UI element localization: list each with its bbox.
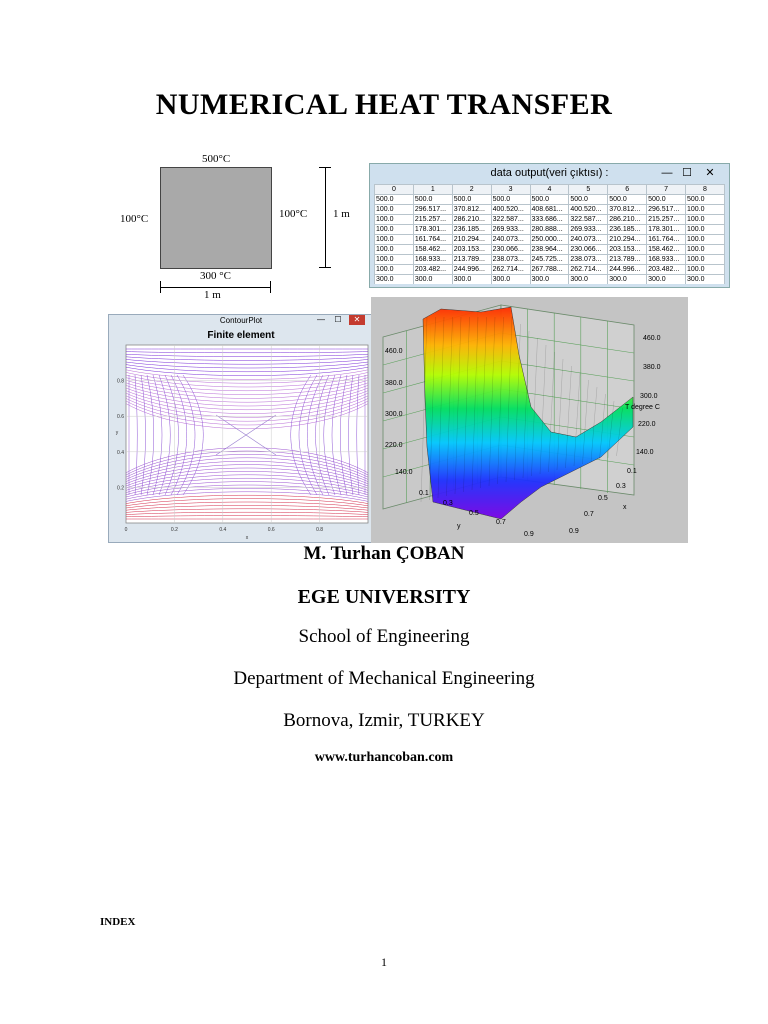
table-cell[interactable]: 370.812... — [452, 205, 491, 215]
x-tick-label: 0.4 — [219, 527, 227, 533]
z-tick-label-right: 140.0 — [636, 449, 654, 456]
x-axis-label: x — [245, 535, 249, 541]
x-tick-label: 0.1 — [627, 468, 637, 475]
z-tick-label-right: 220.0 — [638, 421, 656, 428]
table-cell[interactable]: 500.0 — [608, 195, 647, 205]
table-cell[interactable]: 100.0 — [686, 225, 725, 235]
column-header[interactable]: 0 — [375, 185, 414, 195]
table-cell[interactable]: 244.996... — [452, 265, 491, 275]
table-cell[interactable]: 408.681... — [530, 205, 569, 215]
x-tick-label: 0.2 — [170, 527, 178, 533]
table-cell[interactable]: 500.0 — [491, 195, 530, 205]
table-cell[interactable]: 210.294... — [608, 235, 647, 245]
table-cell[interactable]: 203.153... — [608, 245, 647, 255]
y-tick-label: 0.2 — [117, 485, 124, 492]
table-cell[interactable]: 238.073... — [569, 255, 608, 265]
column-header[interactable]: 8 — [686, 185, 725, 195]
z-tick-label-right: 300.0 — [640, 393, 658, 400]
table-cell[interactable]: 333.686... — [530, 215, 569, 225]
table-cell[interactable]: 269.933... — [491, 225, 530, 235]
table-cell[interactable]: 100.0 — [686, 205, 725, 215]
table-row — [375, 205, 725, 215]
table-cell[interactable]: 238.964... — [530, 245, 569, 255]
table-cell[interactable]: 100.0 — [686, 255, 725, 265]
x-tick-label: 0.3 — [616, 483, 626, 490]
table-cell[interactable]: 158.462... — [413, 245, 452, 255]
z-tick-label-left: 460.0 — [385, 348, 403, 355]
table-cell[interactable]: 203.482... — [413, 265, 452, 275]
close-button[interactable]: ✕ — [705, 167, 715, 179]
table-cell[interactable]: 203.482... — [647, 265, 686, 275]
table-cell[interactable]: 240.073... — [491, 235, 530, 245]
table-cell[interactable]: 269.933... — [569, 225, 608, 235]
table-cell[interactable]: 500.0 — [569, 195, 608, 205]
page-number: 1 — [381, 955, 387, 969]
table-cell[interactable]: 100.0 — [375, 235, 414, 245]
table-row — [375, 255, 725, 265]
y-tick-label: 0.7 — [496, 519, 506, 526]
contour-window-title: ContourPlot — [219, 316, 263, 325]
contour-minimize-button[interactable]: — — [317, 315, 325, 324]
height-label: 1 m — [333, 208, 350, 220]
table-cell[interactable]: 500.0 — [452, 195, 491, 205]
contour-plot — [109, 342, 373, 542]
surface-plot-svg — [371, 297, 688, 543]
table-cell[interactable]: 400.520... — [569, 205, 608, 215]
maximize-button[interactable]: ☐ — [682, 167, 692, 179]
x-axis-label: x — [623, 504, 627, 511]
table-cell[interactable]: 370.812... — [608, 205, 647, 215]
location: Bornova, Izmir, TURKEY — [283, 710, 485, 731]
table-cell[interactable]: 100.0 — [686, 235, 725, 245]
table-cell[interactable]: 100.0 — [375, 225, 414, 235]
column-header[interactable]: 5 — [569, 185, 608, 195]
table-cell[interactable]: 300.0 — [491, 275, 530, 285]
table-cell[interactable]: 322.587... — [491, 215, 530, 225]
table-cell[interactable]: 210.294... — [452, 235, 491, 245]
table-row — [375, 275, 725, 285]
y-axis-label: y — [115, 430, 119, 436]
table-cell[interactable]: 296.517... — [413, 205, 452, 215]
height-dimension-tick-top — [319, 167, 331, 168]
table-row — [375, 245, 725, 255]
table-cell[interactable]: 286.210... — [608, 215, 647, 225]
table-cell[interactable]: 236.185... — [452, 225, 491, 235]
table-cell[interactable]: 100.0 — [375, 205, 414, 215]
table-cell[interactable]: 500.0 — [413, 195, 452, 205]
table-cell[interactable]: 158.462... — [647, 245, 686, 255]
table-cell[interactable]: 286.210... — [452, 215, 491, 225]
table-cell[interactable]: 236.185... — [608, 225, 647, 235]
y-tick-label: 0.8 — [117, 378, 124, 385]
z-tick-label-right: 460.0 — [643, 335, 661, 342]
y-tick-label: 0.4 — [117, 449, 124, 456]
width-dimension-tick-right — [270, 281, 271, 293]
table-cell[interactable]: 238.073... — [491, 255, 530, 265]
school-name: School of Engineering — [298, 626, 470, 647]
table-cell[interactable]: 100.0 — [375, 265, 414, 275]
table-cell[interactable]: 100.0 — [686, 245, 725, 255]
table-row — [375, 265, 725, 275]
x-tick-label: 0.9 — [569, 528, 579, 535]
table-cell[interactable]: 213.789... — [452, 255, 491, 265]
z-tick-label-left: 140.0 — [395, 469, 413, 476]
table-cell[interactable]: 100.0 — [375, 245, 414, 255]
x-tick-label: 0.7 — [584, 511, 594, 518]
table-cell[interactable]: 262.714... — [491, 265, 530, 275]
z-tick-label-left: 380.0 — [385, 380, 403, 387]
table-cell[interactable]: 300.0 — [686, 275, 725, 285]
table-row — [375, 195, 725, 205]
table-header-row — [375, 185, 725, 195]
table-cell[interactable]: 178.301... — [647, 225, 686, 235]
table-cell[interactable]: 267.788... — [530, 265, 569, 275]
column-header[interactable]: 4 — [530, 185, 569, 195]
z-tick-label-left: 220.0 — [385, 442, 403, 449]
table-cell[interactable]: 280.888... — [530, 225, 569, 235]
table-cell[interactable]: 300.0 — [452, 275, 491, 285]
y-tick-label: 0.9 — [524, 531, 534, 538]
x-tick-label: 0.6 — [267, 527, 275, 533]
table-cell[interactable]: 400.520... — [491, 205, 530, 215]
right-temp-label: 100°C — [279, 208, 308, 220]
table-cell[interactable]: 244.996... — [608, 265, 647, 275]
table-cell[interactable]: 300.0 — [569, 275, 608, 285]
table-cell[interactable]: 262.714... — [569, 265, 608, 275]
width-dimension-line — [160, 287, 270, 288]
table-cell[interactable]: 100.0 — [375, 255, 414, 265]
table-row — [375, 235, 725, 245]
y-tick-label: 0.1 — [419, 490, 429, 497]
table-cell[interactable]: 230.066... — [569, 245, 608, 255]
minimize-button[interactable]: — — [661, 167, 673, 179]
table-row — [375, 215, 725, 225]
university-name: EGE UNIVERSITY — [297, 586, 471, 608]
height-dimension-tick-bottom — [319, 267, 331, 268]
x-tick-label: 0 — [124, 527, 128, 533]
height-dimension-line — [325, 167, 326, 267]
column-header[interactable]: 3 — [491, 185, 530, 195]
website-link[interactable]: www.turhancoban.com — [314, 750, 454, 765]
y-tick-label: 0.3 — [443, 500, 453, 507]
table-cell[interactable]: 161.764... — [647, 235, 686, 245]
bottom-temp-label: 300 °C — [200, 270, 231, 282]
table-cell[interactable]: 322.587... — [569, 215, 608, 225]
table-cell[interactable]: 300.0 — [530, 275, 569, 285]
left-temp-label: 100°C — [120, 213, 149, 225]
plate-square — [160, 167, 272, 269]
table-cell[interactable]: 178.301... — [413, 225, 452, 235]
table-cell[interactable]: 213.789... — [608, 255, 647, 265]
window-titlebar — [370, 164, 729, 184]
z-axis-label: T degree C — [625, 404, 660, 411]
y-tick-label: 0.6 — [117, 414, 124, 421]
column-header[interactable]: 2 — [452, 185, 491, 195]
table-cell[interactable]: 500.0 — [647, 195, 686, 205]
y-tick-label: 0.5 — [469, 510, 479, 517]
table-cell[interactable]: 245.725... — [530, 255, 569, 265]
contour-heading: Finite element — [207, 330, 275, 341]
table-cell[interactable]: 168.933... — [413, 255, 452, 265]
table-cell[interactable]: 168.933... — [647, 255, 686, 265]
data-table — [374, 184, 725, 284]
table-cell[interactable]: 215.257... — [413, 215, 452, 225]
table-body — [375, 195, 725, 285]
contour-plot-window — [108, 314, 374, 543]
x-tick-label: 0.5 — [598, 495, 608, 502]
table-cell[interactable]: 296.517... — [647, 205, 686, 215]
column-header[interactable]: 1 — [413, 185, 452, 195]
table-cell[interactable]: 500.0 — [686, 195, 725, 205]
document-title: NUMERICAL HEAT TRANSFER — [155, 88, 613, 121]
column-header[interactable]: 7 — [647, 185, 686, 195]
table-cell[interactable]: 230.066... — [491, 245, 530, 255]
plate-diagram — [112, 150, 362, 300]
top-temp-label: 500°C — [202, 153, 231, 165]
table-cell[interactable]: 100.0 — [686, 265, 725, 275]
table-row — [375, 225, 725, 235]
table-cell[interactable]: 500.0 — [530, 195, 569, 205]
table-cell[interactable]: 500.0 — [375, 195, 414, 205]
department-name: Department of Mechanical Engineering — [233, 668, 535, 689]
table-cell[interactable]: 215.257... — [647, 215, 686, 225]
contour-maximize-button[interactable]: ☐ — [334, 315, 342, 324]
table-cell[interactable]: 300.0 — [375, 275, 414, 285]
table-cell[interactable]: 100.0 — [375, 215, 414, 225]
surface-plot — [371, 297, 688, 543]
index-label: INDEX — [100, 916, 136, 928]
table-cell[interactable]: 161.764... — [413, 235, 452, 245]
y-axis-label: y — [457, 523, 461, 530]
width-dimension-tick-left — [160, 281, 161, 293]
table-cell[interactable]: 300.0 — [647, 275, 686, 285]
z-tick-label-right: 380.0 — [643, 364, 661, 371]
width-label: 1 m — [204, 289, 221, 301]
author-name: M. Turhan ÇOBAN — [303, 543, 465, 564]
contour-close-button[interactable]: ✕ — [349, 315, 365, 325]
z-tick-label-left: 300.0 — [385, 411, 403, 418]
table-cell[interactable]: 240.073... — [569, 235, 608, 245]
table-cell[interactable]: 250.000... — [530, 235, 569, 245]
table-cell[interactable]: 100.0 — [686, 215, 725, 225]
window-title: data output(veri çıktısı) : — [490, 167, 609, 179]
table-cell[interactable]: 300.0 — [608, 275, 647, 285]
table-cell[interactable]: 203.153... — [452, 245, 491, 255]
data-output-window — [369, 163, 730, 288]
data-table-container — [374, 184, 725, 284]
column-header[interactable]: 6 — [608, 185, 647, 195]
x-tick-label: 0.8 — [316, 527, 324, 533]
table-cell[interactable]: 300.0 — [413, 275, 452, 285]
